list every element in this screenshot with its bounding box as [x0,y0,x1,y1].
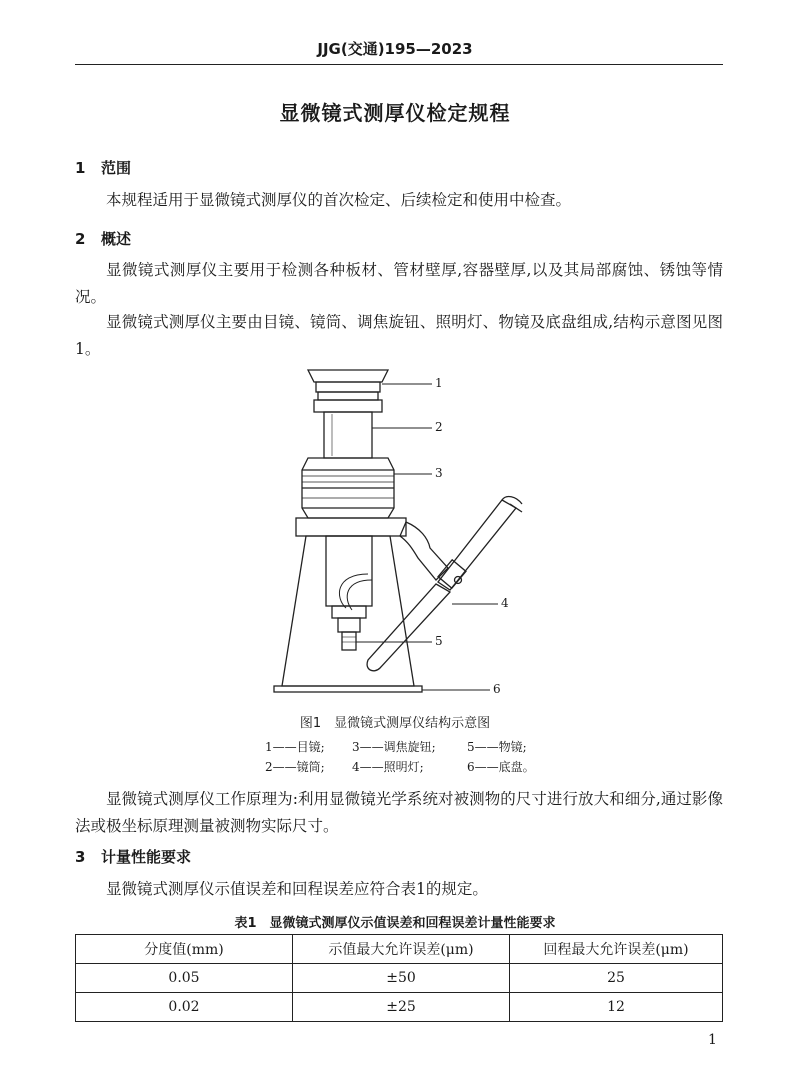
section-3-title: 计量性能要求 [101,848,192,866]
table-caption: 表1 显微镜式测厚仪示值误差和回程误差计量性能要求 [234,916,556,931]
figure-legend-row-1 [265,738,527,755]
legend-item: 4——照明灯; [352,760,424,774]
section-2-paragraph-3: 显微镜式测厚仪工作原理为:利用显微镜光学系统对被测物的尺寸进行放大和细分,通过影像法或极坐标原理测量被测物实际尺寸。 [75,790,723,835]
callout-4: 4 [501,596,509,610]
section-3-number: 3 [75,848,86,866]
callout-6: 6 [493,682,501,696]
section-2-title: 概述 [101,230,132,248]
base-plate [274,686,422,692]
header-rule [75,64,723,65]
focus-knob-part [302,458,394,518]
performance-table [75,934,723,1022]
standard-code: JJG(交通)195—2023 [317,40,473,58]
column-header: 分度值(mm) [76,935,293,964]
section-2-paragraph-2: 显微镜式测厚仪主要由目镜、镜筒、调焦旋钮、照明灯、物镜及底盘组成,结构示意图见图1。 [75,313,723,358]
section-1-heading [75,157,131,178]
table-cell: 25 [510,964,723,993]
callout-1: 1 [435,376,443,390]
section-2-paragraph-1: 显微镜式测厚仪主要用于检测各种板材、管材壁厚,容器壁厚,以及其局部腐蚀、锈蚀等情况。 [75,261,723,306]
figure-legend-row-2 [265,758,535,775]
figure-1-diagram [240,358,530,703]
section-1-number: 1 [75,159,86,177]
section-2-heading [75,228,131,249]
stand-body [282,536,414,686]
barrel-part [324,412,372,458]
callout-5: 5 [435,634,443,648]
objective-part [342,632,356,650]
table-cell: ±25 [293,993,510,1022]
section-3-heading [75,846,191,867]
column-header: 回程最大允许误差(μm) [510,935,723,964]
legend-item: 2——镜筒; [265,760,325,774]
section-2-number: 2 [75,230,86,248]
callout-2: 2 [435,420,443,434]
callout-3: 3 [435,466,443,480]
legend-item: 6——底盘。 [467,760,535,774]
section-1-paragraph: 本规程适用于显微镜式测厚仪的首次检定、后续检定和使用中检查。 [106,191,572,209]
legend-item: 1——目镜; [265,740,325,754]
figure-caption: 图1 显微镜式测厚仪结构示意图 [299,716,491,731]
table-cell: 12 [510,993,723,1022]
table-row [76,964,723,993]
table-row [76,993,723,1022]
section-3-paragraph: 显微镜式测厚仪示值误差和回程误差应符合表1的规定。 [106,880,488,898]
table-cell: 0.02 [76,993,293,1022]
page-number: 1 [708,1032,717,1048]
table-cell: 0.05 [76,964,293,993]
document-title: 显微镜式测厚仪检定规程 [279,101,511,125]
table-header-row [76,935,723,964]
section-1-title: 范围 [101,159,132,177]
legend-item: 5——物镜; [467,740,527,754]
column-header: 示值最大允许误差(μm) [293,935,510,964]
lamp-arm [367,497,522,671]
legend-item: 3——调焦旋钮; [352,740,436,754]
eyepiece-part [308,370,388,412]
collar-plate [296,518,406,536]
table-cell: ±50 [293,964,510,993]
